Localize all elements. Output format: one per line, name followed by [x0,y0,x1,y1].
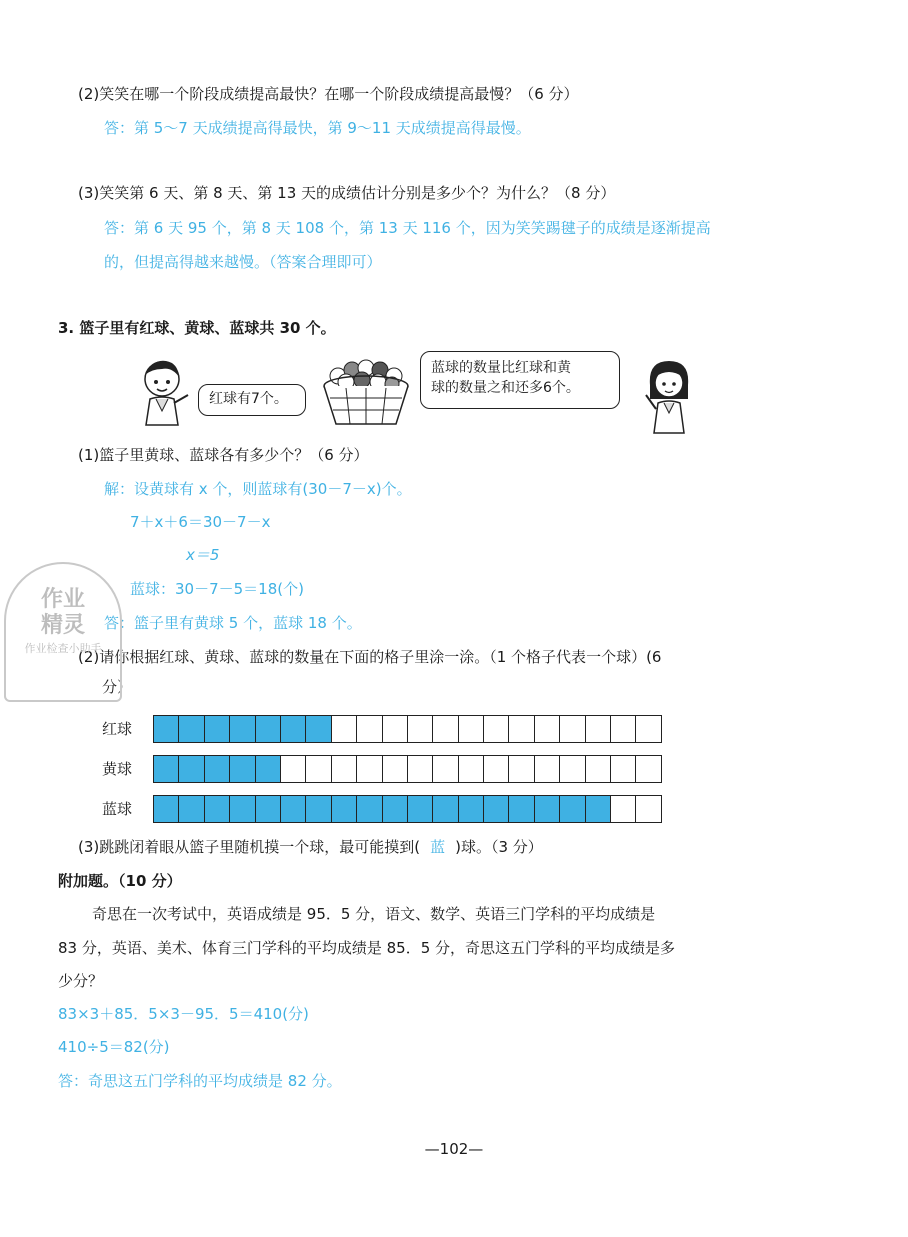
grid-row-red[interactable] [153,715,662,743]
grid-cell[interactable] [586,716,611,742]
grid-cell[interactable] [357,796,382,822]
speech-bubble-right-line2: 球的数量之和还多6个。 [431,380,580,396]
grid-row-yellow[interactable] [153,755,662,783]
grid-cell[interactable] [154,716,179,742]
grid-cell[interactable] [179,796,204,822]
grid-cell[interactable] [509,796,534,822]
grid-cell[interactable] [383,716,408,742]
grid-cell[interactable] [560,716,585,742]
grid-cell[interactable] [611,756,636,782]
grid-cell[interactable] [408,756,433,782]
grid-cell[interactable] [357,716,382,742]
grid-cell[interactable] [408,796,433,822]
grid-cell[interactable] [205,716,230,742]
bonus-heading: 附加题。（10 分） [58,872,182,890]
grid-cell[interactable] [256,716,281,742]
grid-cell[interactable] [306,756,331,782]
grid-cell[interactable] [383,796,408,822]
bonus-text-line2: 83 分，英语、美术、体育三门学科的平均成绩是 85．5 分，奇思这五门学科的平均成绩是多 [58,939,676,957]
grid-cell[interactable] [154,756,179,782]
page-number: —102— [424,1140,484,1158]
grid-cell[interactable] [636,716,661,742]
basket-illustration [322,358,410,428]
girl-illustration [640,355,698,435]
solution-line4: 蓝球：30－7－5＝18(个) [130,580,304,598]
grid-cell[interactable] [611,716,636,742]
grid-cell[interactable] [459,756,484,782]
grid-cell[interactable] [205,756,230,782]
grid-cell[interactable] [535,716,560,742]
grid-cell[interactable] [256,796,281,822]
question-3-3-before: (3)跳跳闭着眼从篮子里随机摸一个球，最可能摸到( [78,838,421,856]
stamp-line3: 作业检查小助手 [24,642,102,655]
grid-cell[interactable] [586,756,611,782]
grid-cell[interactable] [332,716,357,742]
question-3-2-line1: (2)请你根据红球、黄球、蓝球的数量在下面的格子里涂一涂。（1 个格子代表一个球）(6 [78,648,662,666]
solution-line5: 答：篮子里有黄球 5 个，蓝球 18 个。 [104,614,362,632]
bonus-text-line3: 少分？ [58,972,104,990]
grid-cell[interactable] [357,756,382,782]
grid-cell[interactable] [230,796,255,822]
grid-cell[interactable] [535,796,560,822]
grid-cell[interactable] [256,756,281,782]
grid-cell[interactable] [383,756,408,782]
answer-2-2: 答：第 5～7 天成绩提高得最快，第 9～11 天成绩提高得最慢。 [104,119,531,137]
bonus-answer-line1: 83×3＋85．5×3－95．5＝410(分) [58,1005,309,1023]
grid-cell[interactable] [281,796,306,822]
grid-cell[interactable] [306,716,331,742]
question-3-3-answer: 蓝 [430,838,446,856]
grid-cell[interactable] [636,756,661,782]
bonus-text-line1: 奇思在一次考试中，英语成绩是 95．5 分，语文、数学、英语三门学科的平均成绩是 [92,905,656,923]
grid-cell[interactable] [484,716,509,742]
question-3-1: (1)篮子里黄球、蓝球各有多少个？（6 分） [78,446,369,464]
answer-2-3-line2: 的，但提高得越来越慢。（答案合理即可） [104,253,382,271]
grid-cell[interactable] [154,796,179,822]
grid-cell[interactable] [535,756,560,782]
grid-cell[interactable] [306,796,331,822]
grid-cell[interactable] [636,796,661,822]
question-3-2-line2: 分） [102,678,133,696]
question-2-2: (2)笑笑在哪一个阶段成绩提高最快？在哪一个阶段成绩提高最慢？（6 分） [78,85,579,103]
grid-cell[interactable] [408,716,433,742]
stamp-line1: 作业 [40,586,85,612]
grid-cell[interactable] [179,716,204,742]
answer-2-3-line1: 答：第 6 天 95 个，第 8 天 108 个，第 13 天 116 个，因为笑笑踢毽子的成绩是逐渐提高 [104,219,711,237]
grid-cell[interactable] [433,716,458,742]
speech-bubble-left: 红球有7个。 [198,384,306,416]
question-3-heading: 3. 篮子里有红球、黄球、蓝球共 30 个。 [58,319,336,337]
boy-illustration [132,355,194,427]
grid-cell[interactable] [484,756,509,782]
grid-cell[interactable] [484,796,509,822]
grid-cell[interactable] [560,756,585,782]
grid-cell[interactable] [281,756,306,782]
question-3-3 [78,836,543,858]
solution-line3: x＝5 [186,546,220,564]
grid-cell[interactable] [611,796,636,822]
question-3-3-after: )球。（3 分） [455,838,543,856]
grid-label-yellow: 黄球 [102,760,133,778]
grid-cell[interactable] [509,716,534,742]
grid-cell[interactable] [281,716,306,742]
grid-cell[interactable] [459,716,484,742]
speech-bubble-right-line1: 蓝球的数量比红球和黄 [431,360,571,376]
bonus-answer-line3: 答：奇思这五门学科的平均成绩是 82 分。 [58,1072,342,1090]
grid-cell[interactable] [179,756,204,782]
grid-label-blue: 蓝球 [102,800,133,818]
speech-bubble-right [420,351,620,409]
grid-cell[interactable] [459,796,484,822]
solution-line1: 解：设黄球有 x 个，则蓝球有(30－7－x)个。 [104,480,412,498]
grid-cell[interactable] [230,756,255,782]
grid-cell[interactable] [205,796,230,822]
grid-cell[interactable] [332,796,357,822]
grid-cell[interactable] [433,756,458,782]
bonus-answer-line2: 410÷5＝82(分) [58,1038,170,1056]
grid-cell[interactable] [560,796,585,822]
question-2-3: (3)笑笑第 6 天、第 8 天、第 13 天的成绩估计分别是多少个？为什么？（8 分） [78,184,616,202]
grid-cell[interactable] [509,756,534,782]
grid-cell[interactable] [433,796,458,822]
grid-row-blue[interactable] [153,795,662,823]
grid-cell[interactable] [586,796,611,822]
solution-line2: 7＋x＋6＝30－7－x [130,513,271,531]
grid-label-red: 红球 [102,720,133,738]
grid-cell[interactable] [332,756,357,782]
grid-cell[interactable] [230,716,255,742]
watermark-stamp [4,562,122,702]
stamp-line2: 精灵 [40,612,85,638]
